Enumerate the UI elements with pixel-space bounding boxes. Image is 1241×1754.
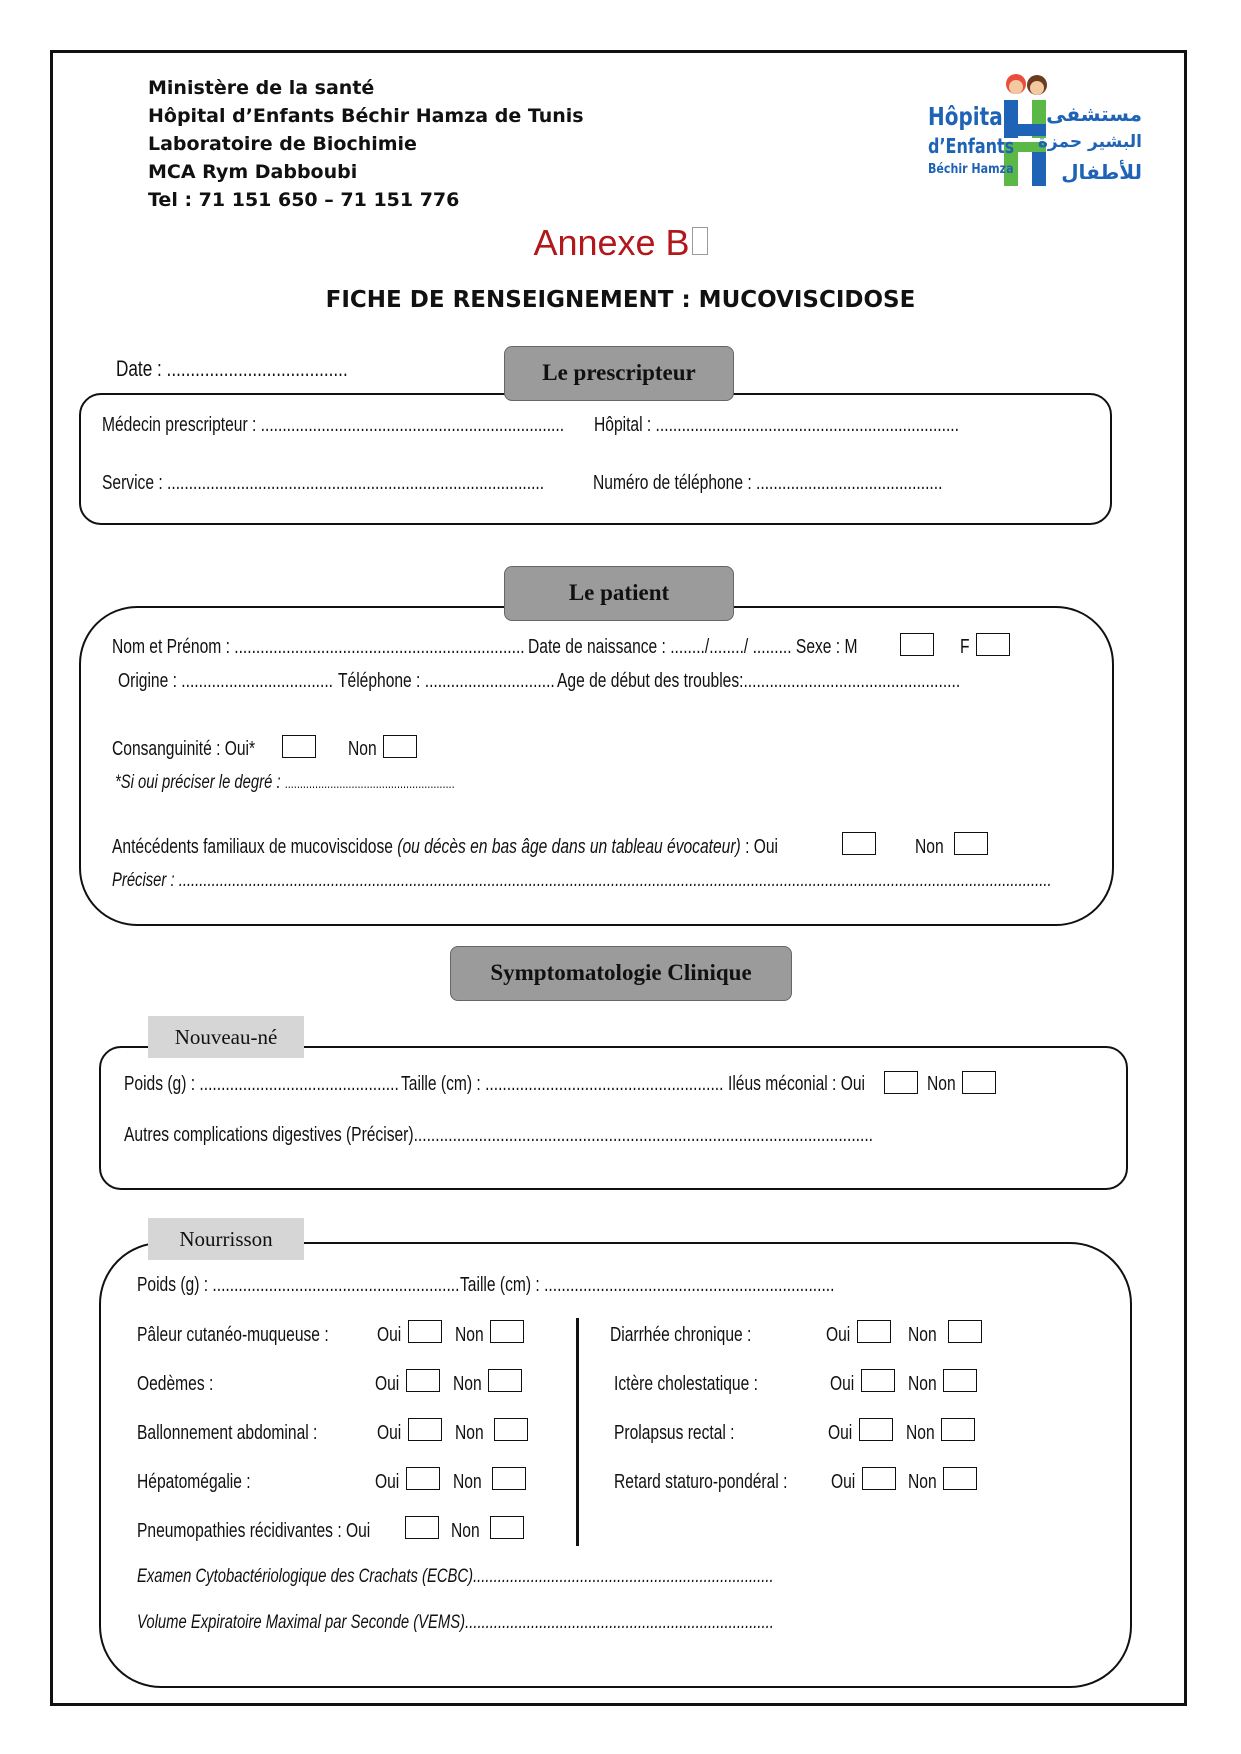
antecedents-oui-label: : Oui — [745, 836, 779, 858]
hepatomegalie-oui-label: Oui — [375, 1471, 400, 1493]
consanguinite-non-checkbox[interactable] — [383, 735, 417, 758]
oedemes-non-label: Non — [453, 1373, 482, 1395]
antecedents-oui-checkbox[interactable] — [842, 832, 876, 855]
lab-line: Laboratoire de Biochimie — [148, 133, 417, 155]
doctor-line: MCA Rym Dabboubi — [148, 161, 358, 183]
oedemes-label: Oedèmes : — [137, 1373, 214, 1395]
prolapsus-label: Prolapsus rectal : — [614, 1422, 735, 1444]
diarrhee-non-checkbox[interactable] — [948, 1320, 982, 1343]
ileus-oui-checkbox[interactable] — [884, 1071, 918, 1094]
ictere-non-label: Non — [908, 1373, 937, 1395]
nourrisson-label: Nourrisson — [148, 1218, 304, 1260]
degre-label — [115, 772, 455, 794]
diarrhee-label: Diarrhée chronique : — [610, 1324, 752, 1346]
prolapsus-oui-checkbox[interactable] — [859, 1418, 893, 1441]
nouveau-ne-label: Nouveau-né — [148, 1016, 304, 1058]
logo-text-bechir: Béchir Hamza — [928, 162, 1014, 177]
prolapsus-oui-label: Oui — [828, 1422, 853, 1444]
nourrisson-taille-field[interactable]: Taille (cm) : ................................................................... — [460, 1274, 835, 1296]
paleur-non-label: Non — [455, 1324, 484, 1346]
nouveau-ne-taille-field[interactable]: Taille (cm) : ....................................................... — [401, 1073, 724, 1095]
hepatomegalie-non-checkbox[interactable] — [492, 1467, 526, 1490]
patient-section-title: Le patient — [504, 566, 734, 621]
logo-arabic-3: للأطفال — [1061, 160, 1142, 184]
ballonnement-label: Ballonnement abdominal : — [137, 1422, 318, 1444]
ballonnement-oui-checkbox[interactable] — [408, 1418, 442, 1441]
tel-line: Tel : 71 151 650 – 71 151 776 — [148, 189, 460, 211]
prescripteur-section-title: Le prescripteur — [504, 346, 734, 401]
ictere-oui-checkbox[interactable] — [861, 1369, 895, 1392]
oedemes-non-checkbox[interactable] — [488, 1369, 522, 1392]
antecedents-text: Antécédents familiaux de mucoviscidose — [112, 836, 393, 858]
pneumopathies-non-label: Non — [451, 1520, 480, 1542]
hepatomegalie-label: Hépatomégalie : — [137, 1471, 251, 1493]
prescripteur-telephone-field[interactable]: Numéro de téléphone : ........................................... — [593, 472, 943, 494]
origine-field[interactable]: Origine : ................................... — [118, 670, 333, 692]
nourrisson-poids-field[interactable]: Poids (g) : ......................................................... — [137, 1274, 460, 1296]
logo-arabic-2: البشير حمزة — [1037, 132, 1142, 152]
prolapsus-non-label: Non — [906, 1422, 935, 1444]
institution-header — [148, 74, 584, 214]
age-debut-field[interactable]: Age de début des troubles:.................................................. — [557, 670, 961, 692]
consanguinite-non-label: Non — [348, 738, 377, 760]
oedemes-oui-label: Oui — [375, 1373, 400, 1395]
diarrhee-oui-label: Oui — [826, 1324, 851, 1346]
ileus-label: Iléus méconial : Oui — [728, 1073, 865, 1095]
ileus-non-label: Non — [927, 1073, 956, 1095]
sexe-f-checkbox[interactable] — [976, 633, 1010, 656]
date-naissance-field[interactable]: Date de naissance : ......../......../ ......... Sexe : M — [528, 636, 858, 658]
paleur-oui-label: Oui — [377, 1324, 402, 1346]
logo-text-enfants: d’Enfants — [928, 134, 1015, 158]
autres-complications-field[interactable]: Autres complications digestives (Préciser).......................................................................................................... — [124, 1124, 873, 1146]
logo-text-hopital: Hôpital — [928, 102, 1010, 131]
medecin-prescripteur-field[interactable]: Médecin prescripteur : ...................................................................... — [102, 414, 565, 436]
column-divider — [576, 1318, 579, 1546]
hepatomegalie-non-label: Non — [453, 1471, 482, 1493]
ictere-oui-label: Oui — [830, 1373, 855, 1395]
symptomatologie-section-title: Symptomatologie Clinique — [450, 946, 792, 1001]
antecedents-non-label: Non — [915, 836, 944, 858]
hospital-line: Hôpital d’Enfants Béchir Hamza de Tunis — [148, 105, 584, 127]
antecedents-label — [112, 836, 778, 859]
antecedents-note: (ou décès en bas âge dans un tableau évocateur) — [397, 836, 741, 858]
patient-telephone-field[interactable]: Téléphone : .............................. — [338, 670, 555, 692]
consanguinite-label: Consanguinité : Oui* — [112, 738, 256, 760]
prolapsus-non-checkbox[interactable] — [941, 1418, 975, 1441]
ministry-line: Ministère de la santé — [148, 77, 375, 99]
nouveau-ne-poids-field[interactable]: Poids (g) : .............................................. — [124, 1073, 399, 1095]
annexe-label: Annexe B — [533, 222, 690, 263]
ileus-non-checkbox[interactable] — [962, 1071, 996, 1094]
hospital-logo — [922, 70, 1144, 198]
nom-prenom-field[interactable]: Nom et Prénom : ................................................................... — [112, 636, 525, 658]
paleur-label: Pâleur cutanéo-muqueuse : — [137, 1324, 329, 1346]
degre-field[interactable]: ........................................................ — [284, 775, 455, 791]
form-title: FICHE DE RENSEIGNEMENT : MUCOVISCIDOSE — [325, 287, 916, 313]
sexe-m-checkbox[interactable] — [900, 633, 934, 656]
diarrhee-non-label: Non — [908, 1324, 937, 1346]
hopital-field[interactable]: Hôpital : ...................................................................... — [594, 414, 959, 436]
retard-label: Retard staturo-pondéral : — [614, 1471, 788, 1493]
antecedents-preciser-field[interactable]: Préciser : .................................................................................................................................................................................................................... — [112, 870, 1052, 891]
date-field[interactable]: Date : ...................................... — [116, 356, 348, 381]
annexe-title — [0, 222, 1241, 264]
antecedents-non-checkbox[interactable] — [954, 832, 988, 855]
vems-field[interactable]: Volume Expiratoire Maximal par Seconde (VEMS)........................................................................... — [137, 1612, 774, 1633]
retard-oui-checkbox[interactable] — [862, 1467, 896, 1490]
paleur-non-checkbox[interactable] — [490, 1320, 524, 1343]
ballonnement-oui-label: Oui — [377, 1422, 402, 1444]
service-field[interactable]: Service : ....................................................................................... — [102, 472, 545, 494]
retard-oui-label: Oui — [831, 1471, 856, 1493]
consanguinite-oui-checkbox[interactable] — [282, 735, 316, 758]
ictere-non-checkbox[interactable] — [943, 1369, 977, 1392]
retard-non-label: Non — [908, 1471, 937, 1493]
nouveau-ne-box — [99, 1046, 1128, 1190]
pneumopathies-oui-checkbox[interactable] — [405, 1516, 439, 1539]
retard-non-checkbox[interactable] — [943, 1467, 977, 1490]
missing-glyph-box — [692, 227, 708, 255]
oedemes-oui-checkbox[interactable] — [406, 1369, 440, 1392]
ecbc-field[interactable]: Examen Cytobactériologique des Crachats (ECBC)......................................................................... — [137, 1566, 774, 1587]
prescripteur-box — [79, 393, 1112, 525]
ballonnement-non-checkbox[interactable] — [494, 1418, 528, 1441]
pneumopathies-label: Pneumopathies récidivantes : Oui — [137, 1520, 371, 1542]
pneumopathies-non-checkbox[interactable] — [490, 1516, 524, 1539]
logo-arabic-1: مستشفى — [1046, 102, 1142, 126]
hepatomegalie-oui-checkbox[interactable] — [406, 1467, 440, 1490]
ballonnement-non-label: Non — [455, 1422, 484, 1444]
ictere-label: Ictère cholestatique : — [614, 1373, 758, 1395]
sexe-f-label: F — [960, 636, 970, 658]
degre-label-text: *Si oui préciser le degré : — [115, 772, 281, 793]
paleur-oui-checkbox[interactable] — [408, 1320, 442, 1343]
diarrhee-oui-checkbox[interactable] — [857, 1320, 891, 1343]
